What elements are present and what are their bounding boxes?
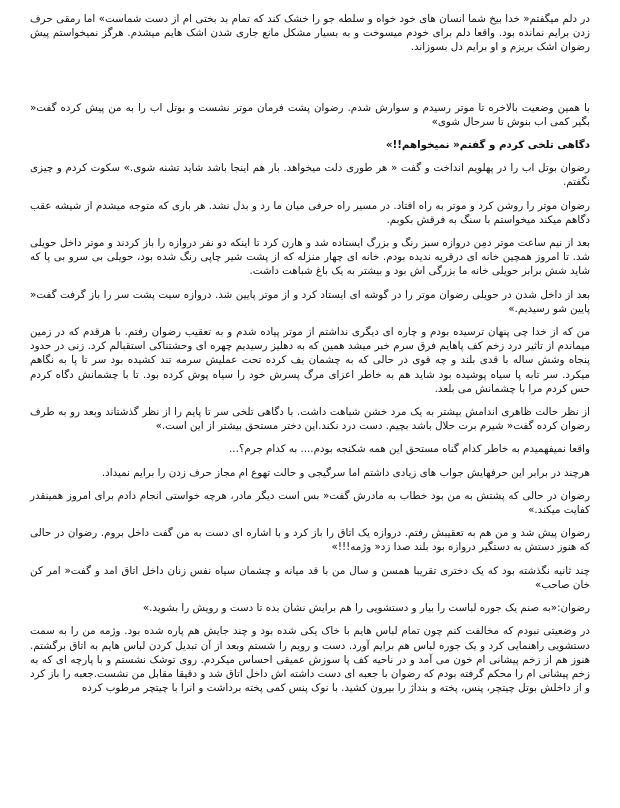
paragraph-5: رضوان موتر را روشن کرد و موتر به راه افتاد. در مسیر راه حرفی میان ما رد و بدل نشد. هر باری که متوجه میشدم از شیشه عقب دگاهم میکند میخواستم با سنگ به فرقش بکوبم.: [30, 199, 590, 226]
paragraph-13: رضوان پیش شد و من هم به تعقیبش رفتم. دروازه یک اتاق را باز کرد و با اشاره ای دست به من گفت داخل بروم. رضوان در حالی که هنوز دستش به دستگیر دروازه بود بلند صدا زد« وژمه!!!»: [30, 527, 590, 554]
paragraph-7: بعد از داخل شدن در حویلی رضوان موتر را در گوشه ای ایستاد کرد و از موتر پایین شد. دروازه سیت پشت سر را باز گرفت گفت« پایین شو رسیدیم.»: [30, 288, 590, 315]
paragraph-15: رضوان:«به صنم یک جوره لباست را بیار و دستشویی را هم برایش نشان بده تا دست و رویش را بشوید.»: [142, 602, 590, 615]
paragraph-2: با همین وضعیت بالاخره تا موتر رسیدم و سوارش شدم. رضوان پشت فرمان موتر نشست و بوتل اب را به من پیش کرده گفت« بگیر کمی اب بنوش تا سرحال شوی»: [30, 101, 590, 128]
paragraph-3: دگاهی تلخی کردم و گفتم« نمیخواهم!!»: [385, 139, 590, 152]
paragraph-12: رضوان در حالی که پشتش به من بود خطاب به مادرش گفت« بس است دیگر مادر، هرچه خواستی انجام دادم برای امروز همینقدر کفایت میکند.»: [30, 489, 590, 517]
paragraph-14: چند ثانیه نگذشته بود که یک دختری تقریبا همسن و سال من با قد میانه و چشمان سیاه نفس زنان داخل اتاق امد و گفت« امر کن خان صاحب»: [30, 564, 590, 591]
paragraph-16: در وضعیتی نبودم که مخالفت کنم چون تمام لباس هایم با خاک یکی شده بود و چند جایش هم پاره شده بود. وژمه من را به سمت دستشویی راهنمایی کرد و یک جوره لباس هم برایم آورد. دست و رویم را شستم وبعد از آن تبدیل کردن لباس هایم به اتاق برگشتم. هنوز هم از زخم پیشانی ام خون می آمد و در ناحیه کف پا سوزش عمیقی احساس میکردم. روی توشک نشستم و با پارچه ای که به زخم پیشانی ام را محکم گرفته بودم که رضوان با جعبه ای دست داشته اش داخل اتاق شد و دقیقا مقابل من نشست.جعبه را باز کرد و از داخلش بوتل چیتچر، پنس، پخته و بنداژ را بیرون کشید. با نوک پنس کمی پخته برداشت و انرا با چیتچر مرطوب کرده: [30, 625, 590, 695]
paragraph-1: در دلم میگفتم« خدا بیخ شما انسان های خود خواه و سلطه جو را خشک کند که تمام بد بختی ام از دست شماست» اما رمقی حرف زدن برایم نمانده بود. واقعا دلم برای خودم میسوخت و به بسیار مشکل مانع جاری شدن اشک هایم میشدم. هرگز نمیخواستم پیش رضوان اشک بریزم و او برایم دل بسوزاند.: [30, 13, 590, 54]
paragraph-10: واقعا نمیفهمیدم به خاطر کدام گناه مستحق این همه شکنجه بودم.... به کدام جرم؟...: [229, 443, 590, 456]
paragraph-4: رضوان بوتل اب را در پهلویم انداخت و گفت « هر طوری دلت میخواهد. بار هم اینجا باشد شاید تشنه شوی.» سکوت کردم و چیزی نگفتم.: [30, 162, 590, 189]
paragraph-11: هرچند در برابر این حرفهایش جواب های زیادی داشتم اما سرگیجی و حالت تهوع ام مجاز حرف زدن را برایم نمیداد.: [101, 466, 590, 479]
paragraph-8: من که از خدا چی پنهان ترسیده بودم و چاره ای دیگری نداشتم از موتر پیاده شدم و به تعقیب رضوان رفتم. با هرقدم که در زمین میماندم از تاثیر درد زخم کف پاهایم فرق سرم خبر میشد همین که به دهلیز رسیدیم چهره ای وحشتناکی استقبالم کرد. زنی در حدود پنجاه وشش ساله با قدی بلند و چه قوی در حالی که به چشمان یف کرده تحت عملیش سرمه تند کشیده بود سر تا پا به نگاهم میکرد. سر تابه پا سیاه پوشیده بود شاید هم به خاطر اعزای مرگ پسرش خود را سیاه پوش کرده بود. تا با چشمانش دگاه کردم حس کردم مرا با چشمانش می بلعد.: [30, 326, 590, 395]
paragraph-9: از نظر حالت ظاهری اندامش بیشتر به یک مرد خشن شباهت داشت. با دگاهی تلخی سر تا پایم را از نظر گذشتاند وبعد رو به طرف رضوان کرده گفت« شیرم برت حلال باشد بچیم. دست درد نکند.این دختر مستحق بیشتر از این است.»: [30, 406, 590, 433]
paragraph-6: بعد از نیم ساعت موتر دمِن دروازه سبز رنگ و بزرگ ایستاده شد و هارن کرد تا اینکه دو نفر دروازه را باز کردند و موتر داخل حویلی شد. تا امروز همچین خانه ای درقریه ندیده بودم. خانه ای چهار منزله که از پشت شیر چاپی رنگ شده بود، حویلی بی سرو بی پا که شاید شش برابر حویلی خانه ما بزرگی اش بود و بیشتر به یک باغ شباهت داشت.: [30, 237, 590, 278]
